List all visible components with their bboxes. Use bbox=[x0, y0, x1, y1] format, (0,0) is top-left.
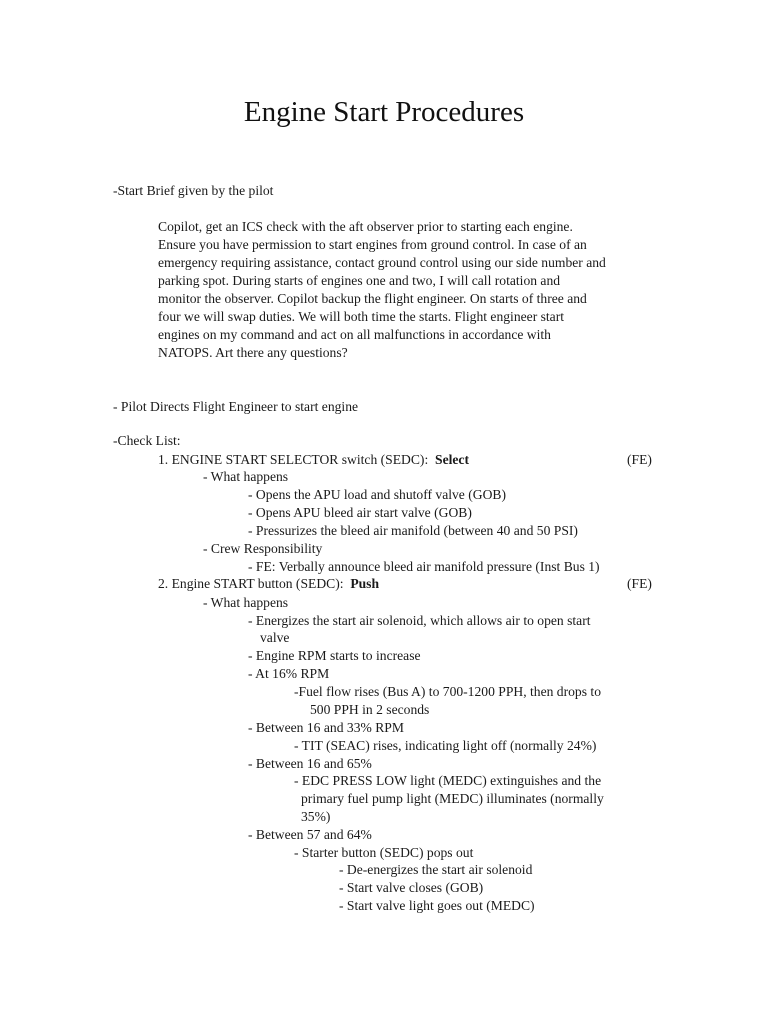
list-item: - Between 57 and 64% bbox=[248, 827, 372, 842]
list-item: - De-energizes the start air solenoid bbox=[339, 862, 533, 877]
list-item-continuation: 500 PPH in 2 seconds bbox=[310, 702, 430, 717]
paragraph-line: engines on my command and act on all malfunctions in accordance with bbox=[158, 327, 551, 342]
step-2-label-row bbox=[158, 575, 379, 593]
pilot-directs-line: - Pilot Directs Flight Engineer to start engine bbox=[113, 399, 359, 414]
list-item-continuation: primary fuel pump light (MEDC) illuminates (normally bbox=[301, 791, 604, 806]
paragraph-line: emergency requiring assistance, contact ground control using our side number and bbox=[158, 255, 606, 270]
list-item: - Start valve closes (GOB) bbox=[339, 880, 484, 895]
list-item: - Start valve light goes out (MEDC) bbox=[339, 898, 535, 913]
list-item: - Between 16 and 33% RPM bbox=[248, 720, 404, 735]
list-item: - EDC PRESS LOW light (MEDC) extinguishes and the bbox=[294, 773, 602, 788]
list-item: - Pressurizes the bleed air manifold (between 40 and 50 PSI) bbox=[248, 523, 578, 538]
step-2-role: (FE) bbox=[627, 576, 652, 591]
list-item: - Energizes the start air solenoid, which allows air to open start bbox=[248, 613, 591, 628]
paragraph-line: Copilot, get an ICS check with the aft observer prior to starting each engine. bbox=[158, 219, 573, 234]
paragraph-line: parking spot. During starts of engines one and two, I will call rotation and bbox=[158, 273, 561, 288]
list-item: - Starter button (SEDC) pops out bbox=[294, 845, 474, 860]
checklist-heading: -Check List: bbox=[113, 433, 181, 448]
list-item: - Between 16 and 65% bbox=[248, 756, 372, 771]
step-1-crew-responsibility: - Crew Responsibility bbox=[203, 541, 323, 556]
step-1-what-happens: - What happens bbox=[203, 469, 289, 484]
step-1-action: Select bbox=[435, 452, 469, 467]
step-1-label-row bbox=[158, 451, 469, 469]
paragraph-line: NATOPS. Art there any questions? bbox=[158, 345, 348, 360]
list-item-continuation: 35%) bbox=[301, 809, 331, 824]
paragraph-line: monitor the observer. Copilot backup the flight engineer. On starts of three and bbox=[158, 291, 587, 306]
paragraph-line: Ensure you have permission to start engines from ground control. In case of an bbox=[158, 237, 587, 252]
list-item-continuation: valve bbox=[260, 630, 290, 645]
paragraph-line: four we will swap duties. We will both time the starts. Flight engineer start bbox=[158, 309, 565, 324]
list-item: - TIT (SEAC) rises, indicating light off (normally 24%) bbox=[294, 738, 597, 753]
step-2-action: Push bbox=[350, 576, 380, 591]
list-item: -Fuel flow rises (Bus A) to 700-1200 PPH, then drops to bbox=[294, 684, 601, 699]
step-1-label: 1. ENGINE START SELECTOR switch (SEDC): bbox=[158, 452, 429, 467]
step-1-role: (FE) bbox=[627, 452, 652, 467]
start-brief-heading: -Start Brief given by the pilot bbox=[113, 183, 274, 198]
step-2-label: 2. Engine START button (SEDC): bbox=[158, 576, 344, 591]
list-item: - At 16% RPM bbox=[248, 666, 330, 681]
list-item: - Opens the APU load and shutoff valve (GOB) bbox=[248, 487, 506, 502]
list-item: - FE: Verbally announce bleed air manifold pressure (Inst Bus 1) bbox=[248, 559, 600, 574]
step-2-what-happens: - What happens bbox=[203, 595, 289, 610]
list-item: - Opens APU bleed air start valve (GOB) bbox=[248, 505, 472, 520]
list-item: - Engine RPM starts to increase bbox=[248, 648, 421, 663]
page-title: Engine Start Procedures bbox=[243, 96, 525, 128]
